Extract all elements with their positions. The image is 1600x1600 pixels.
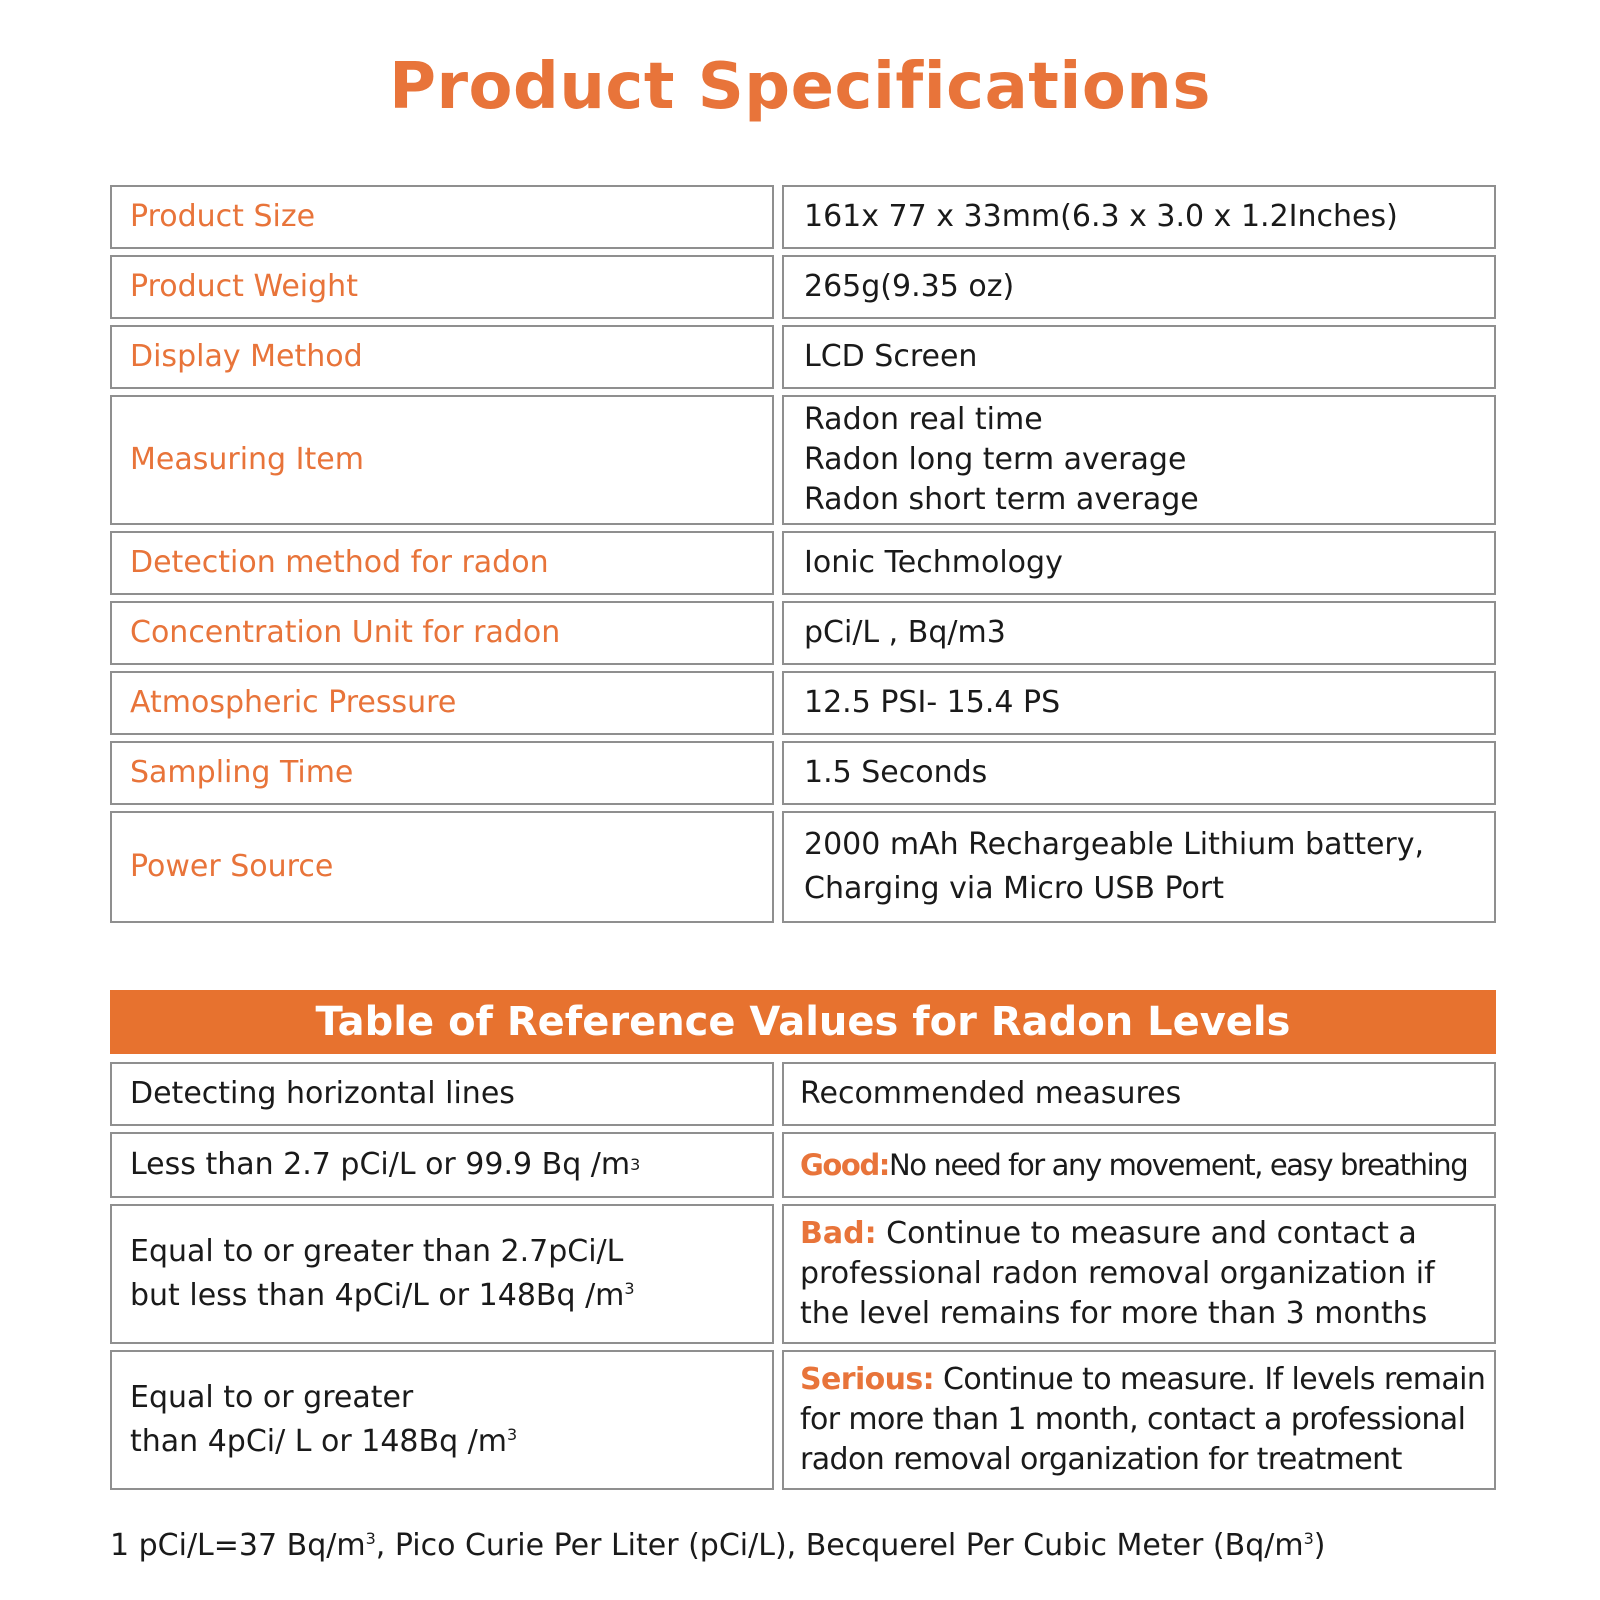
measure-text: Continue to measure. If levels remain <box>934 1362 1486 1397</box>
reference-row-serious <box>110 1350 1496 1490</box>
measure-text: professional radon removal organization if <box>800 1256 1435 1291</box>
spec-value: 12.5 PSI- 15.4 PS <box>782 671 1496 735</box>
footnote <box>110 1528 1326 1563</box>
spec-row-measuring-item <box>110 395 1496 525</box>
spec-label: Concentration Unit for radon <box>110 601 774 665</box>
superscript: 3 <box>507 1425 518 1444</box>
spec-value <box>782 395 1496 525</box>
spec-value: 161x 77 x 33mm(6.3 x 3.0 x 1.2Inches) <box>782 185 1496 249</box>
threshold-text: but less than 4pCi/L or 148Bq /m <box>130 1278 625 1313</box>
footnote-text: , Pico Curie Per Liter (pCi/L), Becquerel Per Cubic Meter (Bq/m <box>375 1528 1304 1563</box>
spec-value: LCD Screen <box>782 325 1496 389</box>
spec-value <box>782 811 1496 923</box>
threshold-text: than 4pCi/ L or 148Bq /m <box>130 1424 507 1459</box>
spec-label: Detection method for radon <box>110 531 774 595</box>
spec-value-line: 2000 mAh Rechargeable Lithium battery, <box>804 827 1425 862</box>
reference-table-title: Table of Reference Values for Radon Levels <box>110 990 1496 1054</box>
spec-value-line: Radon long term average <box>804 442 1187 477</box>
threshold-text: Less than 2.7 pCi/L or 99.9 Bq /m <box>130 1147 631 1182</box>
reference-row-good <box>110 1132 1496 1198</box>
spec-value-line: Charging via Micro USB Port <box>804 871 1224 906</box>
reference-measure <box>782 1132 1496 1198</box>
spec-row-display-method <box>110 325 1496 389</box>
spec-label: Measuring Item <box>110 395 774 525</box>
measure-text: for more than 1 month, contact a professional <box>800 1402 1466 1437</box>
measure-text: No need for any movement, easy breathing <box>889 1148 1468 1182</box>
threshold-text: Equal to or greater than 2.7pCi/L <box>130 1234 624 1269</box>
page-title: Product Specifications <box>389 50 1211 124</box>
spec-row-product-size <box>110 185 1496 249</box>
reference-measure <box>782 1350 1496 1490</box>
reference-threshold <box>110 1350 774 1490</box>
spec-row-product-weight <box>110 255 1496 319</box>
threshold-text: Equal to or greater <box>130 1380 414 1415</box>
superscript: 3 <box>624 1279 635 1298</box>
spec-label: Product Size <box>110 185 774 249</box>
spec-value: Ionic Techmology <box>782 531 1496 595</box>
level-good-label: Good: <box>800 1148 890 1182</box>
measure-text: Continue to measure and contact a <box>876 1216 1417 1251</box>
reference-header-left: Detecting horizontal lines <box>110 1062 774 1126</box>
measure-text: radon removal organization for treatment <box>800 1442 1402 1477</box>
spec-row-power-source <box>110 811 1496 923</box>
reference-header-row <box>110 1062 1496 1126</box>
spec-value: 265g(9.35 oz) <box>782 255 1496 319</box>
superscript: 3 <box>365 1529 376 1548</box>
spec-row-atmospheric-pressure <box>110 671 1496 735</box>
measure-text: the level remains for more than 3 months <box>800 1296 1428 1331</box>
spec-row-concentration-unit <box>110 601 1496 665</box>
reference-table <box>110 990 1496 1496</box>
spec-value: pCi/L , Bq/m3 <box>782 601 1496 665</box>
superscript: 3 <box>1303 1529 1314 1548</box>
reference-threshold <box>110 1204 774 1344</box>
reference-threshold: Less than 2.7 pCi/L or 99.9 Bq /m 3 <box>110 1132 774 1198</box>
spec-value-line: Radon real time <box>804 402 1043 437</box>
footnote-text: 1 pCi/L=37 Bq/m <box>110 1528 366 1563</box>
spec-label: Product Weight <box>110 255 774 319</box>
spec-label: Display Method <box>110 325 774 389</box>
spec-row-detection-method <box>110 531 1496 595</box>
spec-row-sampling-time <box>110 741 1496 805</box>
spec-value-line: Radon short term average <box>804 482 1199 517</box>
level-bad-label: Bad: <box>800 1216 877 1251</box>
spec-label: Sampling Time <box>110 741 774 805</box>
level-serious-label: Serious: <box>800 1362 935 1397</box>
spec-value: 1.5 Seconds <box>782 741 1496 805</box>
reference-row-bad <box>110 1204 1496 1344</box>
reference-header-right: Recommended measures <box>782 1062 1496 1126</box>
spec-table <box>110 185 1496 929</box>
reference-measure <box>782 1204 1496 1344</box>
spec-label: Atmospheric Pressure <box>110 671 774 735</box>
spec-label: Power Source <box>110 811 774 923</box>
footnote-text: ) <box>1313 1528 1326 1563</box>
